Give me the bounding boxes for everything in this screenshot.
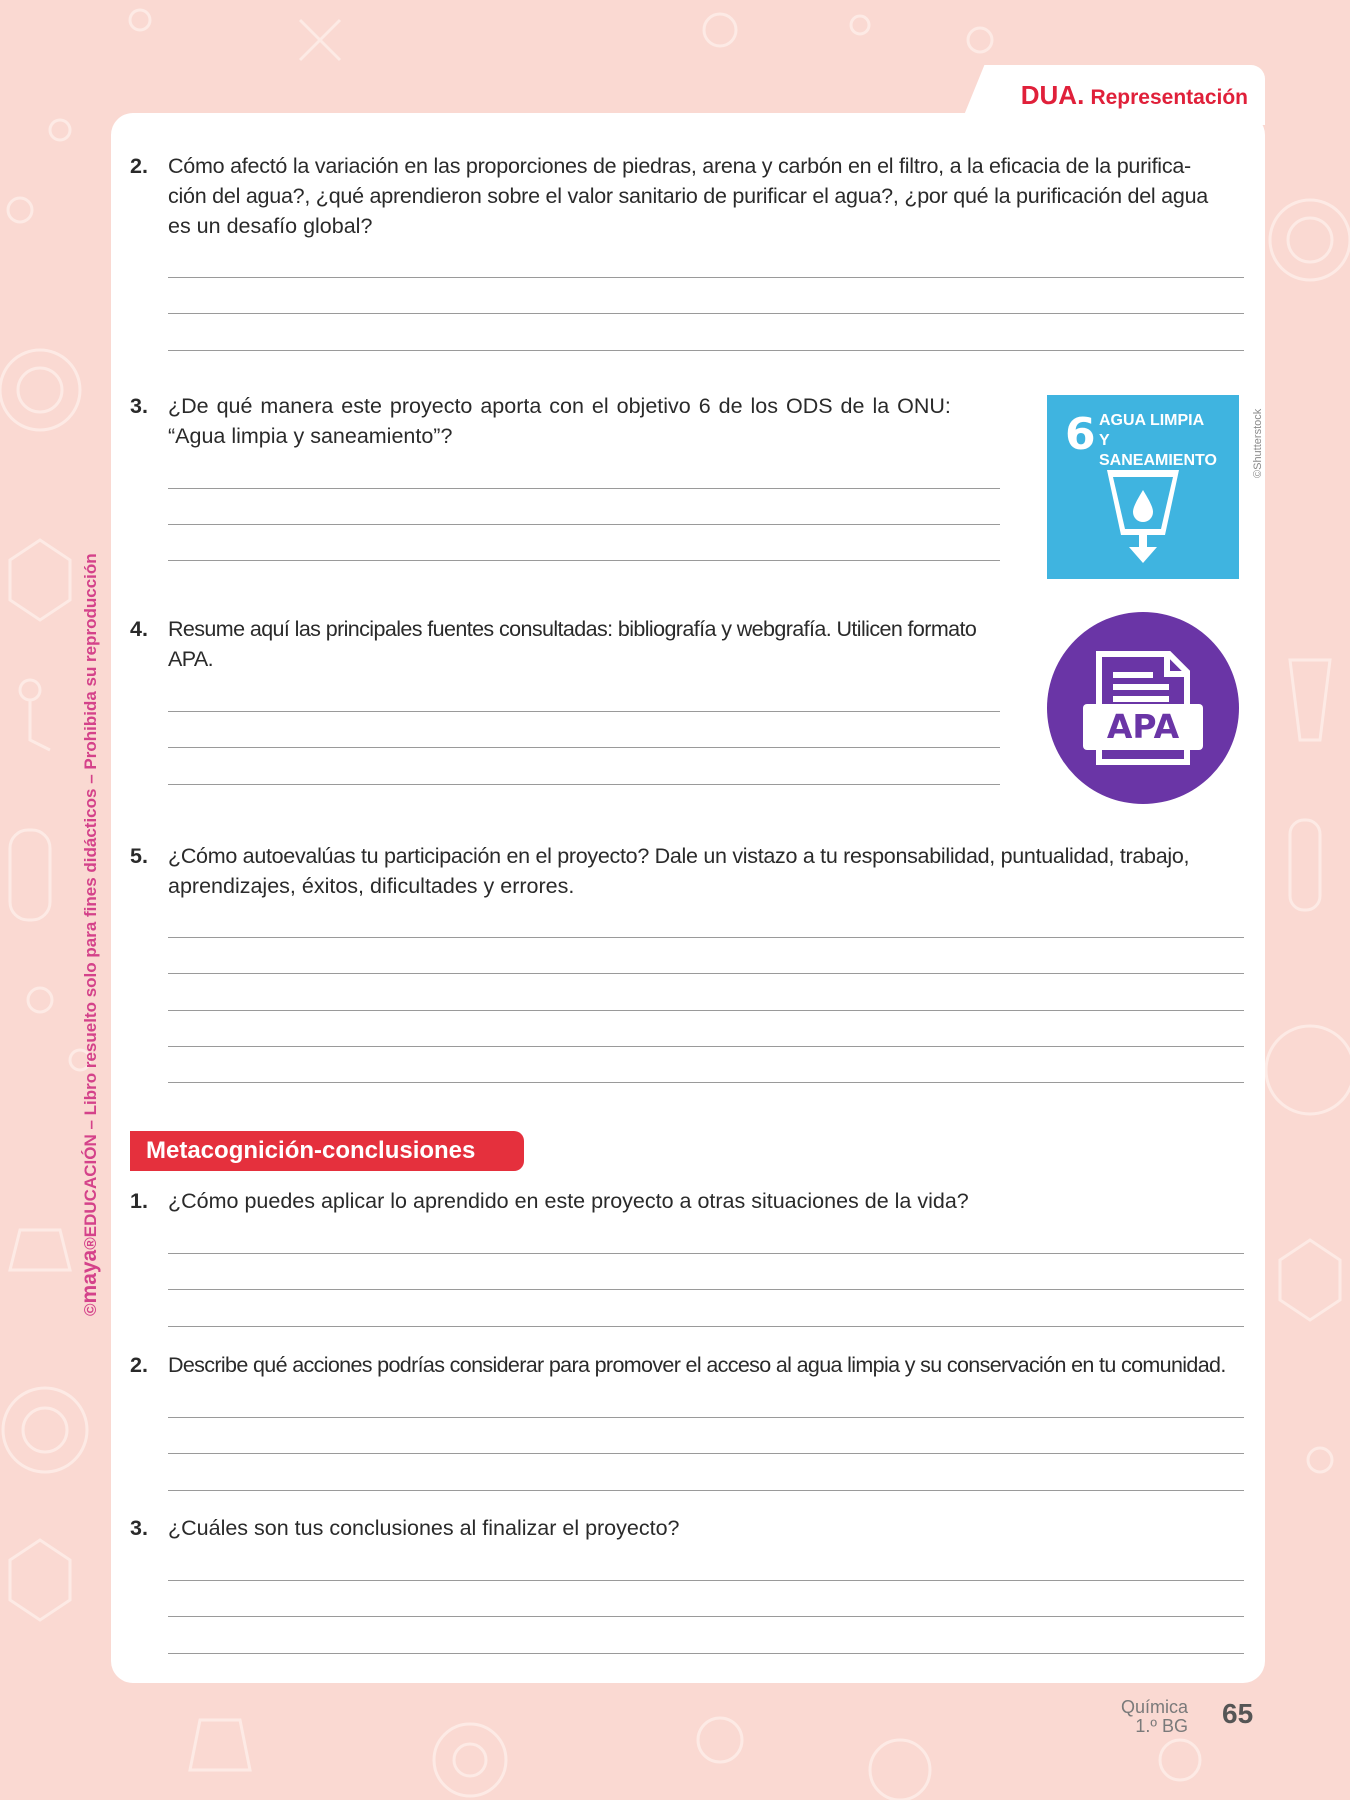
apa-badge xyxy=(1047,612,1239,804)
meta-question-2 xyxy=(130,1350,1250,1382)
question-number: 1. xyxy=(130,1189,148,1213)
question-text-line: es un desafío global? xyxy=(168,214,373,238)
water-glass-icon xyxy=(1047,395,1239,579)
brand-logo-text: maya xyxy=(78,1249,101,1304)
answer-line[interactable] xyxy=(168,1580,1244,1581)
copyright-symbol: © xyxy=(81,1303,100,1316)
answer-line[interactable] xyxy=(168,937,1244,938)
answer-line[interactable] xyxy=(168,1326,1244,1327)
sdg-title-line: AGUA LIMPIA xyxy=(1099,412,1205,429)
question-text-line: aprendizajes, éxitos, dificultades y errores. xyxy=(168,874,575,898)
copyright-notice: ®EDUCACIÓN – Libro resuelto solo para fines didácticos – Prohibida su reproducción xyxy=(81,553,100,1250)
page-number: 65 xyxy=(1222,1698,1254,1729)
grade-label: 1.º BG xyxy=(1135,1716,1188,1736)
meta-question-1 xyxy=(130,1186,1250,1218)
copyright-vertical-text xyxy=(78,553,102,1316)
answer-line[interactable] xyxy=(168,277,1244,278)
answer-line[interactable] xyxy=(168,1046,1244,1047)
image-credit: ©Shutterstock xyxy=(1252,408,1264,478)
dua-header xyxy=(1021,80,1248,111)
answer-line[interactable] xyxy=(168,747,1000,748)
answer-line[interactable] xyxy=(168,1490,1244,1491)
question-text-line: Cómo afectó la variación en las proporciones de piedras, arena y carbón en el filtro, a la eficacia de la purifica- xyxy=(168,154,1191,178)
question-text: Describe qué acciones podrías considerar para promover el acceso al agua limpia y su conservación en tu comunidad. xyxy=(168,1353,1226,1377)
question-number: 2. xyxy=(130,1353,148,1377)
sdg-number: 6 xyxy=(1065,409,1096,460)
answer-line[interactable] xyxy=(168,1653,1244,1654)
apa-label: APA xyxy=(1106,707,1180,746)
question-number: 2. xyxy=(130,154,148,178)
question-text-line: ción del agua?, ¿qué aprendieron sobre el valor sanitario de purificar el agua?, ¿por qué la purificación del agua xyxy=(168,184,1209,208)
question-number: 5. xyxy=(130,844,148,868)
question-number: 3. xyxy=(130,394,148,418)
answer-line[interactable] xyxy=(168,488,1000,489)
question-number: 3. xyxy=(130,1516,148,1540)
answer-line[interactable] xyxy=(168,1289,1244,1290)
answer-line[interactable] xyxy=(168,1616,1244,1617)
question-number: 4. xyxy=(130,617,148,641)
question-text: ¿Cómo puedes aplicar lo aprendido en este proyecto a otras situaciones de la vida? xyxy=(168,1189,969,1213)
answer-line[interactable] xyxy=(168,1082,1244,1083)
question-5 xyxy=(130,841,1250,903)
answer-line[interactable] xyxy=(168,350,1244,351)
answer-line[interactable] xyxy=(168,524,1000,525)
answer-line[interactable] xyxy=(168,1417,1244,1418)
dua-label: DUA. xyxy=(1020,80,1085,110)
answer-line[interactable] xyxy=(168,1010,1244,1011)
answer-line[interactable] xyxy=(168,313,1244,314)
representacion-label: Representación xyxy=(1090,86,1248,109)
answer-line[interactable] xyxy=(168,1453,1244,1454)
answer-line[interactable] xyxy=(168,1253,1244,1254)
question-text-line: ¿De qué manera este proyecto aporta con el objetivo 6 de los ODS de la ONU: xyxy=(168,394,951,418)
answer-line[interactable] xyxy=(168,784,1000,785)
question-text-line: ¿Cómo autoevalúas tu participación en el proyecto? Dale un vistazo a tu responsabilidad, puntualidad, trabajo, xyxy=(168,844,1190,868)
meta-question-3 xyxy=(130,1513,1250,1545)
section-title: Metacognición-conclusiones xyxy=(130,1131,524,1171)
question-2 xyxy=(130,151,1250,243)
footer-subject xyxy=(1121,1698,1188,1736)
question-text-line: Resume aquí las principales fuentes consultadas: bibliografía y webgrafía. Utilicen formato xyxy=(168,617,977,641)
answer-line[interactable] xyxy=(168,560,1000,561)
answer-line[interactable] xyxy=(168,711,1000,712)
question-text-line: “Agua limpia y saneamiento”? xyxy=(168,424,453,448)
question-text: ¿Cuáles son tus conclusiones al finalizar el proyecto? xyxy=(168,1516,680,1540)
sdg-6-badge xyxy=(1047,395,1239,579)
subject-name: Química xyxy=(1120,1697,1188,1717)
sdg-title-line: Y SANEAMIENTO xyxy=(1099,432,1217,469)
question-text-line: APA. xyxy=(168,647,213,671)
answer-line[interactable] xyxy=(168,973,1244,974)
question-4 xyxy=(130,614,1010,676)
question-3 xyxy=(130,391,1010,453)
